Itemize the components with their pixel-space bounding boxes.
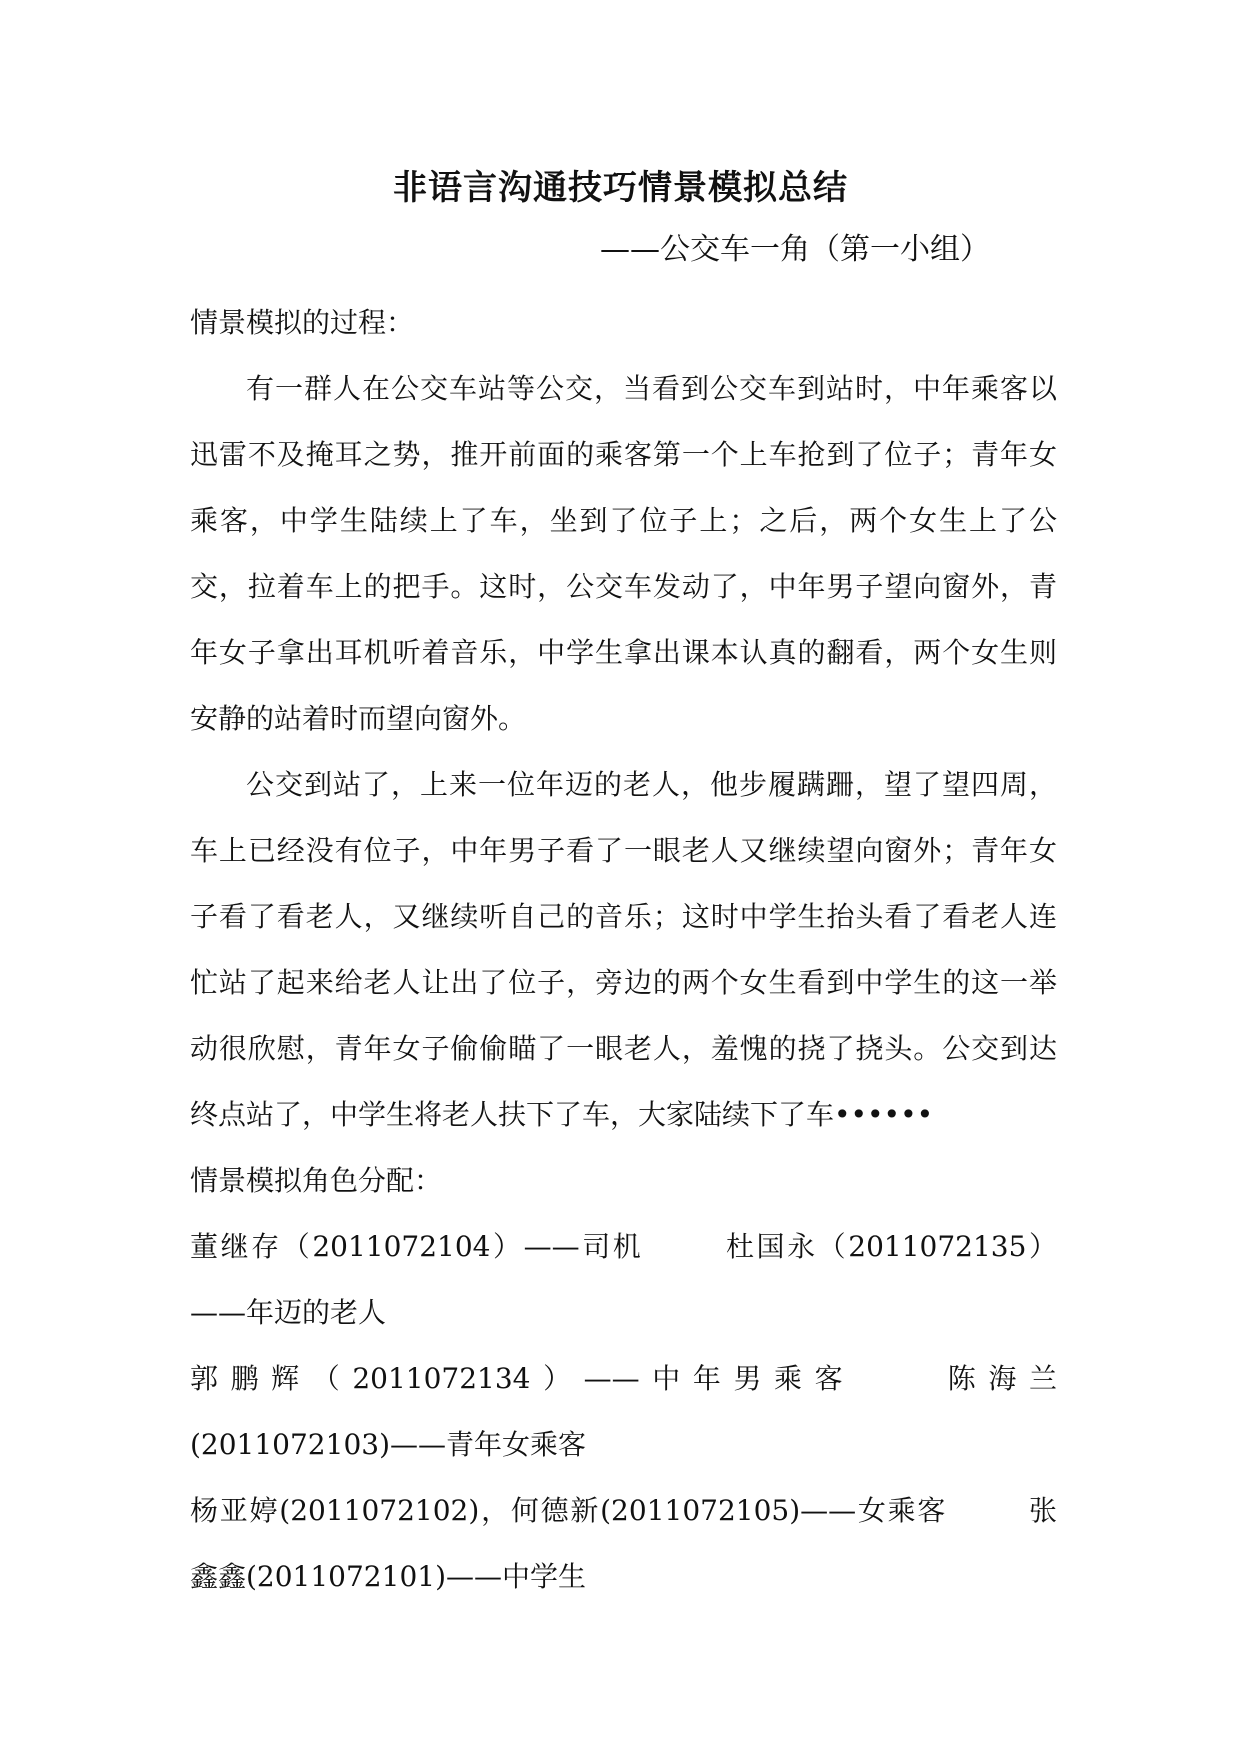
role-entry: 郭鹏辉（2011072134）——中年男乘客 <box>190 1362 856 1395</box>
document-subtitle: ——公交车一角（第一小组） <box>600 232 990 267</box>
role-entry: 陈海兰(2011072103)——青年女乘客 <box>190 1362 1057 1461</box>
role-entry: 张鑫鑫(2011072101)——中学生 <box>190 1494 1057 1593</box>
roles-heading: 情景模拟角色分配： <box>190 1164 443 1197</box>
role-line <box>190 1478 1057 1610</box>
paragraph: 有一群人在公交车站等公交，当看到公交车到站时，中年乘客以迅雷不及掩耳之势，推开前面的乘客第一个上车抢到了位子；青年女乘客，中学生陆续上了车，坐到了位子上；之后，两个女生上了公交，拉着车上的把手。这时，公交车发动了，中年男子望向窗外，青年女子拿出耳机听着音乐，中学生拿出课本认真的翻看，两个女生则安静的站着时而望向窗外。 <box>190 372 1057 735</box>
paragraph: 公交到站了，上来一位年迈的老人，他步履蹒跚，望了望四周，车上已经没有位子，中年男子看了一眼老人又继续望向窗外；青年女子看了看老人，又继续听自己的音乐；这时中学生抬头看了看老人连忙站了起来给老人让出了位子，旁边的两个女生看到中学生的这一举动很欣慰，青年女子偷偷瞄了一眼老人，羞愧的挠了挠头。公交到达终点站了，中学生将老人扶下了车，大家陆续下了车•••••• <box>190 768 1057 1131</box>
role-entry: 董继存（2011072104）——司机 <box>190 1230 644 1263</box>
role-line <box>190 1346 1057 1478</box>
role-line <box>190 1214 1057 1346</box>
role-entry: 杜国永（2011072135）——年迈的老人 <box>190 1230 1057 1329</box>
document-title: 非语言沟通技巧情景模拟总结 <box>393 168 848 208</box>
document-body <box>190 290 1057 1610</box>
role-entry: 杨亚婷(2011072102)，何德新(2011072105)——女乘客 <box>190 1494 948 1527</box>
process-heading: 情景模拟的过程： <box>190 306 415 339</box>
